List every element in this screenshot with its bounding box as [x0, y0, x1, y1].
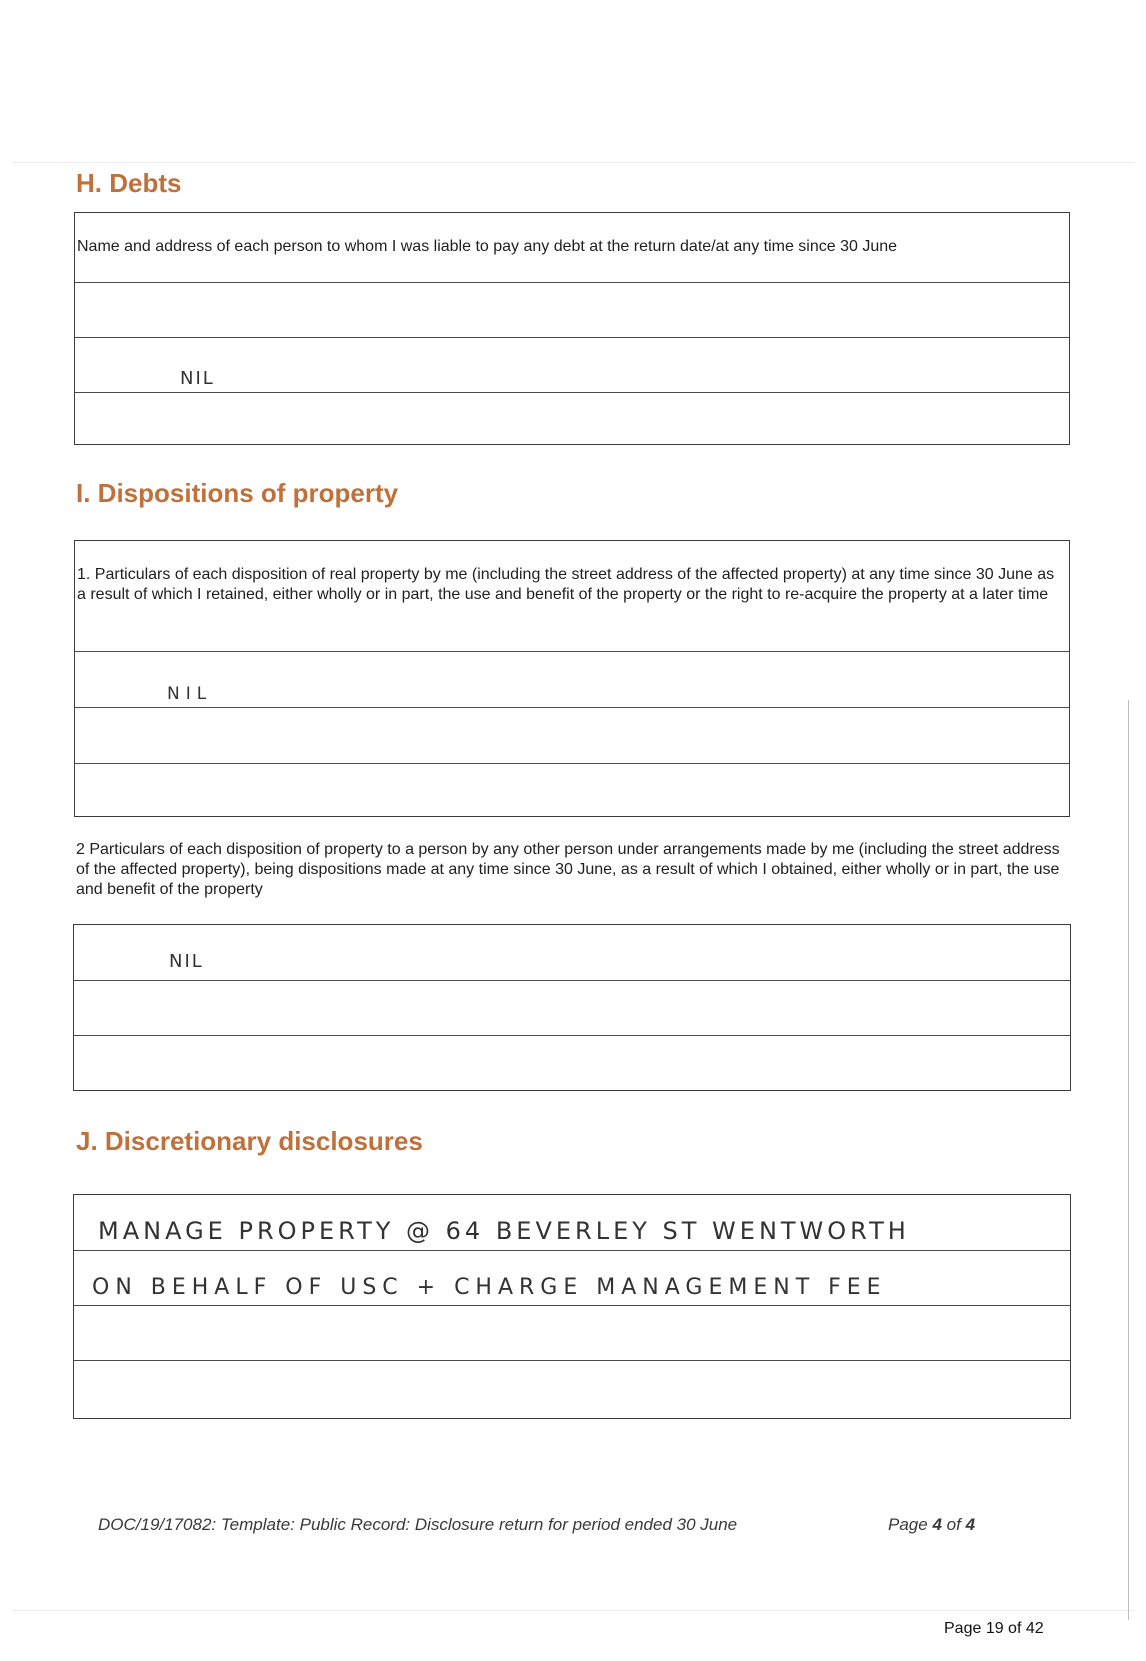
disposition-1-answer-row — [75, 764, 1069, 818]
disposition-2-handwritten-answer: NIL — [169, 951, 204, 972]
document-reference: DOC/19/17082: Template: Public Record: Disclosure return for period ended 30 June — [98, 1515, 738, 1534]
disposition-1-question: 1. Particulars of each disposition of real property by me (including the street address of the affected property) at any time since 30 June as a result of which I retained, either wholly or in part, the use and benefit of the property or the right to re-acquire the property at a later time — [77, 566, 1055, 603]
debts-answer-row — [75, 338, 1069, 393]
debts-question: Name and address of each person to whom I was liable to pay any debt at the return date/at any time since 30 June — [77, 238, 898, 255]
dispositions-table-1 — [74, 540, 1070, 817]
debts-handwritten-answer: NIL — [180, 368, 215, 389]
page-current: 4 — [932, 1515, 942, 1534]
discretionary-answer-row — [74, 1195, 1070, 1251]
disposition-1-answer-row — [75, 708, 1069, 764]
header-divider — [12, 162, 1134, 163]
discretionary-answer-row — [74, 1361, 1070, 1417]
section-title-discretionary: J. Discretionary disclosures — [76, 1126, 423, 1156]
dispositions-table-2 — [73, 924, 1071, 1091]
discretionary-handwritten-line-2: ON BEHALF OF USC + CHARGE MANAGEMENT FEE — [92, 1275, 887, 1300]
discretionary-handwritten-line-1: MANAGE PROPERTY @ 64 BEVERLEY ST WENTWORTH — [98, 1217, 910, 1245]
pdf-page-stamp: Page 19 of 42 — [944, 1620, 1044, 1637]
disposition-1-answer-row — [75, 652, 1069, 708]
section-title-debts: H. Debts — [76, 168, 182, 198]
discretionary-answer-row — [74, 1306, 1070, 1361]
disposition-1-question-row — [75, 541, 1069, 652]
page-of-label: of — [946, 1515, 961, 1534]
disposition-2-question: 2 Particulars of each disposition of property to a person by any other person under arrangements made by me (including the street address of the affected property), being dispositions made at any time since 30 June, as a result of which I obtained, either wholly or in part, the use and benefit of the property — [76, 841, 1060, 898]
debts-table — [74, 212, 1070, 445]
disposition-2-answer-row — [74, 925, 1070, 981]
disposition-2-answer-row — [74, 1036, 1070, 1090]
scan-margin-line — [1128, 700, 1129, 1620]
discretionary-answer-row — [74, 1251, 1070, 1306]
page-label: Page — [888, 1515, 928, 1534]
section-title-dispositions: I. Dispositions of property — [76, 478, 399, 508]
discretionary-table — [73, 1194, 1071, 1419]
page-total: 4 — [965, 1515, 976, 1534]
form-page-number — [888, 1515, 975, 1535]
debts-answer-row — [75, 393, 1069, 445]
disposition-1-handwritten-answer: NIL — [167, 684, 213, 704]
debts-question-row — [75, 213, 1069, 283]
footer-divider — [12, 1610, 1134, 1611]
disposition-2-answer-row — [74, 981, 1070, 1036]
debts-answer-row — [75, 283, 1069, 338]
